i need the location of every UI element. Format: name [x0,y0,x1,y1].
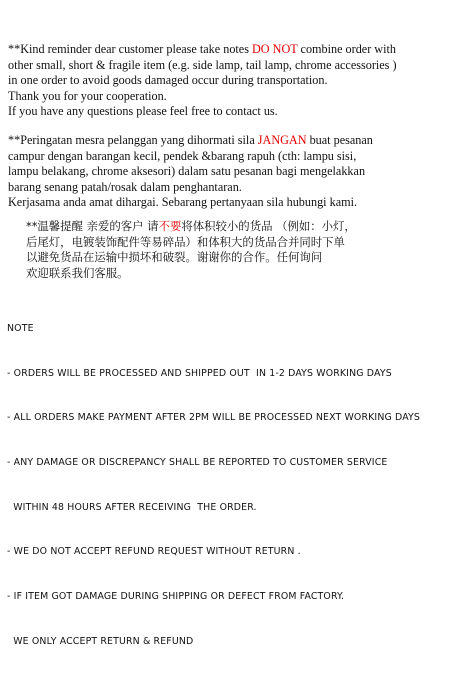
note-item: - ANY DAMAGE OR DISCREPANCY SHALL BE REPORTED TO CUSTOMER SERVICE [7,456,388,468]
english-notice-line-3: in one order to avoid goods damaged occur during transportation. [8,73,328,87]
chinese-reminder-text-end: 将体积较小的货品 （例如：小灯， [181,219,356,233]
english-notice-line-5: If you have any questions please feel free to contact us. [8,104,278,118]
chinese-reminder-text: **温馨提醒 亲爱的客户 请 [26,219,159,233]
chinese-notice [26,219,356,281]
note-item: - IF ITEM GOT DAMAGE DURING SHIPPING OR DEFECT FROM FACTORY. [7,591,345,603]
malay-reminder-text-end: buat pesanan [306,133,373,147]
malay-notice-line-5: Kerjasama anda amat dihargai. Sebarang pertanyaan sila hubungi kami. [8,195,358,209]
malay-notice-line-2: campur dengan barangan kecil, pendek &barang rapuh (cth: lampu sisi, [8,148,357,163]
note-item: - ORDERS WILL BE PROCESSED AND SHIPPED OUT IN 1-2 DAYS WORKING DAYS [7,367,392,379]
chinese-notice-line-4: 欢迎联系我们客服。 [26,265,129,280]
malay-notice-line-4: barang senang patah/rosak dalam penghantaran. [8,179,242,194]
english-reminder-text-end: combine order with [297,42,396,56]
malay-notice [8,133,464,211]
malay-notice-line-1 [8,133,464,149]
english-notice-line-1 [8,42,464,58]
english-notice-line-4: Thank you for your cooperation. [8,88,167,103]
note-title: NOTE [7,322,34,334]
chinese-notice-line-1 [26,219,356,235]
note-item: WITHIN 48 HOURS AFTER RECEIVING THE ORDER. [7,501,257,513]
chinese-notice-line-3: 以避免货品在运输中损坏和破裂。谢谢你的合作。任何询问 [26,250,323,264]
note-section [7,292,420,680]
english-notice [8,42,464,120]
note-item: - WE DO NOT ACCEPT REFUND REQUEST WITHOUT RETURN . [7,546,301,558]
malay-highlight-jangan: JANGAN [257,133,307,147]
english-reminder-text: **Kind reminder dear customer please take notes [8,42,252,56]
english-highlight-do-not: DO NOT [252,42,298,56]
chinese-highlight-buyao: 不要 [158,219,182,233]
malay-reminder-text: **Peringatan mesra pelanggan yang dihormati sila [8,133,258,147]
malay-notice-line-3: lampu belakang, chrome aksesori) dalam satu pesanan bagi mengelakkan [8,164,366,178]
chinese-notice-line-2: 后尾灯，电镀装饰配件等易碎品）和体积大的货品合并同时下单 [26,234,345,249]
note-item: - ALL ORDERS MAKE PAYMENT AFTER 2PM WILL BE PROCESSED NEXT WORKING DAYS [7,412,421,424]
english-notice-line-2: other small, short & fragile item (e.g. side lamp, tail lamp, chrome accessories ) [8,57,397,72]
note-item: WE ONLY ACCEPT RETURN & REFUND [7,635,194,647]
